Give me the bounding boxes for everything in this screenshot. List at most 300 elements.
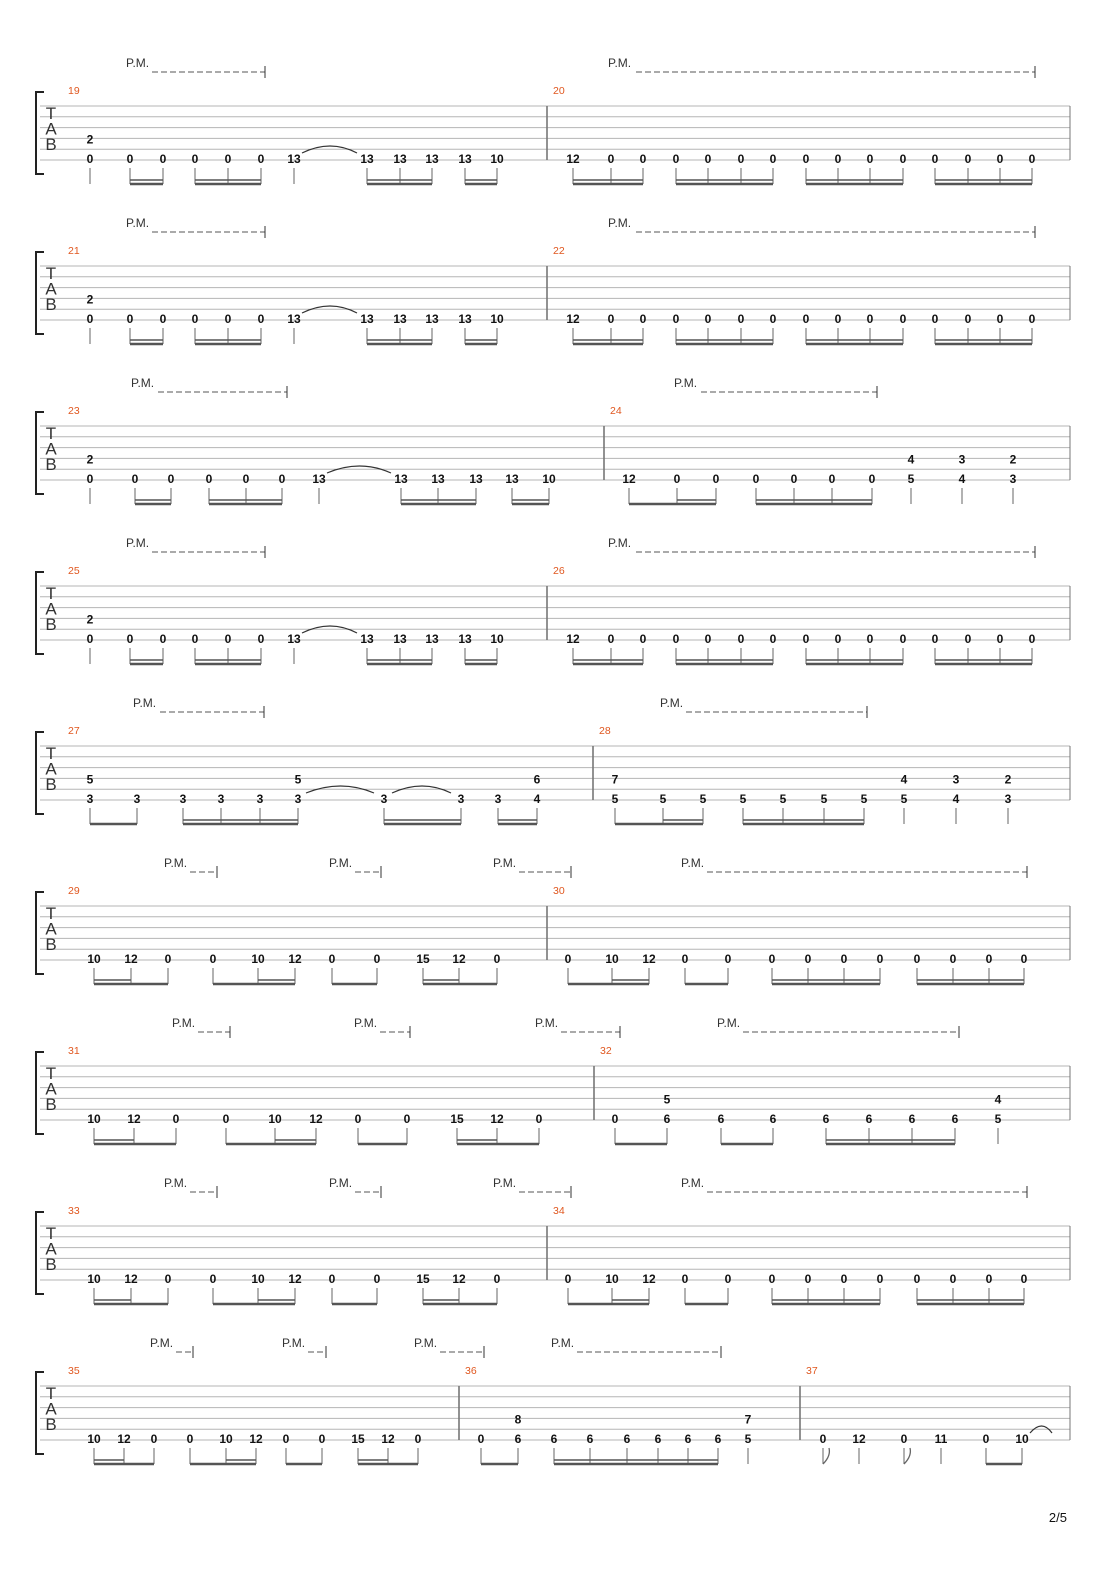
fret-number: 0 xyxy=(564,952,572,966)
fret-number: 0 xyxy=(224,632,232,646)
tab-system xyxy=(36,536,1070,664)
fret-number: 0 xyxy=(819,1432,827,1446)
tab-clef-a: A xyxy=(45,439,57,459)
tab-clef-b: B xyxy=(45,1255,57,1274)
fret-number: 13 xyxy=(431,472,445,486)
fret-number: 0 xyxy=(737,312,745,326)
tab-clef-b: B xyxy=(45,455,57,474)
tab-clef-b: B xyxy=(45,295,57,314)
fret-number: 0 xyxy=(205,472,213,486)
fret-number: 10 xyxy=(490,312,504,326)
fret-number: 12 xyxy=(381,1432,395,1446)
fret-number: 12 xyxy=(288,952,302,966)
fret-number: 0 xyxy=(996,632,1004,646)
fret-number: 4 xyxy=(958,472,966,486)
fret-number: 5 xyxy=(907,472,915,486)
measure-number: 34 xyxy=(553,1205,565,1217)
fret-number: 0 xyxy=(639,312,647,326)
tab-clef-t: T xyxy=(45,904,57,923)
measure-number: 26 xyxy=(553,565,565,577)
fret-number: 12 xyxy=(124,1272,138,1286)
fret-number: 13 xyxy=(312,472,326,486)
fret-number: 5 xyxy=(611,792,619,806)
fret-number: 15 xyxy=(416,1272,430,1286)
fret-number: 10 xyxy=(268,1112,282,1126)
fret-number: 0 xyxy=(150,1432,158,1446)
fret-number: 0 xyxy=(86,152,94,166)
fret-number: 0 xyxy=(477,1432,485,1446)
fret-number: 0 xyxy=(403,1112,411,1126)
fret-number: 0 xyxy=(191,632,199,646)
fret-number: 0 xyxy=(681,952,689,966)
fret-number: 10 xyxy=(542,472,556,486)
tab-clef-t: T xyxy=(45,104,57,123)
fret-number: 0 xyxy=(868,472,876,486)
fret-number: 5 xyxy=(663,1092,671,1107)
fret-number: 13 xyxy=(393,152,407,166)
fret-number: 10 xyxy=(87,952,101,966)
fret-number: 0 xyxy=(802,632,810,646)
fret-number: 0 xyxy=(949,952,957,966)
tab-clef-a: A xyxy=(45,1079,57,1099)
fret-number: 0 xyxy=(828,472,836,486)
fret-number: 0 xyxy=(964,312,972,326)
fret-number: 13 xyxy=(425,152,439,166)
palm-mute-label: P.M. xyxy=(681,856,705,870)
measure-number: 33 xyxy=(68,1205,80,1217)
tab-clef-b: B xyxy=(45,1415,57,1434)
fret-number: 0 xyxy=(535,1112,543,1126)
tab-clef-b: B xyxy=(45,135,57,154)
fret-number: 3 xyxy=(217,792,225,806)
fret-number: 0 xyxy=(834,152,842,166)
measure-number: 35 xyxy=(68,1365,80,1377)
fret-number: 0 xyxy=(354,1112,362,1126)
fret-number: 12 xyxy=(642,952,656,966)
fret-number: 0 xyxy=(222,1112,230,1126)
fret-number: 12 xyxy=(127,1112,141,1126)
tab-system xyxy=(36,1016,1070,1144)
system-bracket xyxy=(36,1372,44,1454)
measure-number: 22 xyxy=(553,245,565,257)
fret-number: 0 xyxy=(318,1432,326,1446)
fret-number: 3 xyxy=(86,792,94,806)
fret-number: 13 xyxy=(287,312,301,326)
fret-number: 4 xyxy=(994,1092,1002,1107)
fret-number: 13 xyxy=(360,632,374,646)
fret-number: 6 xyxy=(684,1432,692,1446)
fret-number: 12 xyxy=(249,1432,263,1446)
measure-number: 27 xyxy=(68,725,80,737)
measure-number: 25 xyxy=(68,565,80,577)
fret-number: 10 xyxy=(490,152,504,166)
fret-number: 0 xyxy=(704,312,712,326)
tab-clef-b: B xyxy=(45,615,57,634)
fret-number: 0 xyxy=(672,632,680,646)
fret-number: 0 xyxy=(804,1272,812,1286)
fret-number: 12 xyxy=(566,632,580,646)
fret-number: 0 xyxy=(164,952,172,966)
fret-number: 0 xyxy=(913,1272,921,1286)
fret-number: 0 xyxy=(159,632,167,646)
fret-number: 12 xyxy=(490,1112,504,1126)
system-bracket xyxy=(36,1212,44,1294)
fret-number: 0 xyxy=(191,312,199,326)
tab-clef-a: A xyxy=(45,599,57,619)
palm-mute-label: P.M. xyxy=(681,1176,705,1190)
fret-number: 0 xyxy=(724,1272,732,1286)
fret-number: 5 xyxy=(820,792,828,806)
fret-number: 0 xyxy=(985,1272,993,1286)
fret-number: 5 xyxy=(699,792,707,806)
fret-number: 0 xyxy=(681,1272,689,1286)
fret-number: 0 xyxy=(769,312,777,326)
system-bracket xyxy=(36,1052,44,1134)
fret-number: 5 xyxy=(294,772,302,787)
fret-number: 2 xyxy=(86,292,94,307)
fret-number: 11 xyxy=(934,1432,948,1446)
fret-number: 0 xyxy=(964,632,972,646)
fret-number: 12 xyxy=(452,1272,466,1286)
fret-number: 5 xyxy=(744,1432,752,1446)
fret-number: 0 xyxy=(769,632,777,646)
fret-number: 15 xyxy=(351,1432,365,1446)
measure-number: 19 xyxy=(68,85,80,97)
fret-number: 0 xyxy=(704,632,712,646)
fret-number: 0 xyxy=(607,152,615,166)
fret-number: 0 xyxy=(996,152,1004,166)
fret-number: 0 xyxy=(86,312,94,326)
note-flag xyxy=(904,1448,910,1464)
palm-mute-label: P.M. xyxy=(354,1016,378,1030)
fret-number: 12 xyxy=(566,312,580,326)
fret-number: 6 xyxy=(550,1432,558,1446)
system-bracket xyxy=(36,252,44,334)
fret-number: 0 xyxy=(964,152,972,166)
measure-number: 20 xyxy=(553,85,565,97)
fret-number: 10 xyxy=(605,1272,619,1286)
fret-number: 12 xyxy=(124,952,138,966)
fret-number: 0 xyxy=(769,152,777,166)
palm-mute-label: P.M. xyxy=(131,376,155,390)
palm-mute-label: P.M. xyxy=(282,1336,306,1350)
fret-number: 3 xyxy=(1004,792,1012,806)
fret-number: 4 xyxy=(907,452,915,467)
fret-number: 15 xyxy=(450,1112,464,1126)
fret-number: 2 xyxy=(86,132,94,147)
fret-number: 5 xyxy=(994,1112,1002,1126)
tab-clef-t: T xyxy=(45,1064,57,1083)
fret-number: 0 xyxy=(224,152,232,166)
tab-clef-a: A xyxy=(45,279,57,299)
fret-number: 0 xyxy=(672,312,680,326)
fret-number: 13 xyxy=(360,152,374,166)
fret-number: 0 xyxy=(834,632,842,646)
fret-number: 0 xyxy=(186,1432,194,1446)
fret-number: 0 xyxy=(866,152,874,166)
fret-number: 3 xyxy=(133,792,141,806)
fret-number: 0 xyxy=(1028,152,1036,166)
palm-mute-label: P.M. xyxy=(126,56,150,70)
fret-number: 13 xyxy=(393,632,407,646)
fret-number: 0 xyxy=(712,472,720,486)
fret-number: 0 xyxy=(704,152,712,166)
fret-number: 0 xyxy=(242,472,250,486)
fret-number: 6 xyxy=(714,1432,722,1446)
palm-mute-label: P.M. xyxy=(172,1016,196,1030)
fret-number: 12 xyxy=(852,1432,866,1446)
tab-clef-t: T xyxy=(45,1224,57,1243)
fret-number: 12 xyxy=(622,472,636,486)
palm-mute-label: P.M. xyxy=(329,1176,353,1190)
fret-number: 5 xyxy=(900,792,908,806)
fret-number: 3 xyxy=(494,792,502,806)
palm-mute-label: P.M. xyxy=(551,1336,575,1350)
fret-number: 0 xyxy=(167,472,175,486)
fret-number: 10 xyxy=(251,952,265,966)
palm-mute-label: P.M. xyxy=(674,376,698,390)
fret-number: 2 xyxy=(86,612,94,627)
palm-mute-label: P.M. xyxy=(493,1176,517,1190)
page-number: 2/5 xyxy=(1048,1510,1067,1525)
palm-mute-label: P.M. xyxy=(608,216,632,230)
fret-number: 10 xyxy=(219,1432,233,1446)
palm-mute-label: P.M. xyxy=(608,536,632,550)
fret-number: 13 xyxy=(287,632,301,646)
fret-number: 0 xyxy=(899,152,907,166)
fret-number: 0 xyxy=(209,952,217,966)
fret-number: 0 xyxy=(414,1432,422,1446)
fret-number: 12 xyxy=(642,1272,656,1286)
tab-clef-t: T xyxy=(45,424,57,443)
fret-number: 0 xyxy=(737,632,745,646)
fret-number: 0 xyxy=(834,312,842,326)
fret-number: 6 xyxy=(663,1112,671,1126)
fret-number: 0 xyxy=(373,952,381,966)
fret-number: 0 xyxy=(949,1272,957,1286)
measure-number: 28 xyxy=(599,725,611,737)
fret-number: 3 xyxy=(294,792,302,806)
fret-number: 0 xyxy=(931,312,939,326)
fret-number: 0 xyxy=(493,1272,501,1286)
fret-number: 0 xyxy=(328,1272,336,1286)
fret-number: 0 xyxy=(131,472,139,486)
fret-number: 0 xyxy=(282,1432,290,1446)
system-bracket xyxy=(36,412,44,494)
measure-number: 30 xyxy=(553,885,565,897)
fret-number: 0 xyxy=(86,632,94,646)
fret-number: 0 xyxy=(172,1112,180,1126)
fret-number: 0 xyxy=(328,952,336,966)
fret-number: 8 xyxy=(514,1412,522,1427)
fret-number: 6 xyxy=(623,1432,631,1446)
fret-number: 0 xyxy=(737,152,745,166)
palm-mute-label: P.M. xyxy=(164,1176,188,1190)
palm-mute-label: P.M. xyxy=(608,56,632,70)
fret-number: 6 xyxy=(654,1432,662,1446)
palm-mute-label: P.M. xyxy=(150,1336,174,1350)
fret-number: 2 xyxy=(86,452,94,467)
fret-number: 13 xyxy=(393,312,407,326)
fret-number: 10 xyxy=(1015,1432,1029,1446)
fret-number: 0 xyxy=(164,1272,172,1286)
fret-number: 0 xyxy=(257,632,265,646)
fret-number: 0 xyxy=(724,952,732,966)
fret-number: 5 xyxy=(659,792,667,806)
fret-number: 0 xyxy=(126,312,134,326)
measure-number: 31 xyxy=(68,1045,80,1057)
fret-number: 3 xyxy=(952,772,960,787)
fret-number: 5 xyxy=(86,772,94,787)
fret-number: 4 xyxy=(900,772,908,787)
tab-system xyxy=(36,1176,1070,1304)
fret-number: 0 xyxy=(804,952,812,966)
tab-clef-t: T xyxy=(45,744,57,763)
fret-number: 0 xyxy=(1028,632,1036,646)
fret-number: 0 xyxy=(639,632,647,646)
fret-number: 0 xyxy=(840,952,848,966)
fret-number: 0 xyxy=(672,152,680,166)
palm-mute-label: P.M. xyxy=(164,856,188,870)
fret-number: 0 xyxy=(224,312,232,326)
fret-number: 0 xyxy=(985,952,993,966)
tab-system xyxy=(36,1336,1070,1464)
measure-number: 23 xyxy=(68,405,80,417)
fret-number: 0 xyxy=(790,472,798,486)
palm-mute-label: P.M. xyxy=(126,216,150,230)
fret-number: 0 xyxy=(159,312,167,326)
fret-number: 0 xyxy=(159,152,167,166)
fret-number: 6 xyxy=(951,1112,959,1126)
palm-mute-label: P.M. xyxy=(717,1016,741,1030)
fret-number: 12 xyxy=(117,1432,131,1446)
fret-number: 0 xyxy=(86,472,94,486)
fret-number: 0 xyxy=(913,952,921,966)
palm-mute-label: P.M. xyxy=(414,1336,438,1350)
measure-number: 36 xyxy=(465,1365,477,1377)
fret-number: 0 xyxy=(866,312,874,326)
fret-number: 0 xyxy=(257,312,265,326)
fret-number: 0 xyxy=(373,1272,381,1286)
measure-number: 24 xyxy=(610,405,622,417)
measure-number: 37 xyxy=(806,1365,818,1377)
tab-system xyxy=(36,856,1070,984)
fret-number: 0 xyxy=(257,152,265,166)
fret-number: 0 xyxy=(278,472,286,486)
measure-number: 29 xyxy=(68,885,80,897)
system-bracket xyxy=(36,892,44,974)
tab-system xyxy=(36,216,1070,344)
fret-number: 0 xyxy=(982,1432,990,1446)
fret-number: 10 xyxy=(490,632,504,646)
fret-number: 6 xyxy=(865,1112,873,1126)
system-bracket xyxy=(36,572,44,654)
fret-number: 3 xyxy=(256,792,264,806)
fret-number: 0 xyxy=(768,1272,776,1286)
tab-clef-t: T xyxy=(45,1384,57,1403)
fret-number: 13 xyxy=(458,632,472,646)
tab-system xyxy=(36,56,1070,184)
tab-clef-a: A xyxy=(45,1399,57,1419)
fret-number: 13 xyxy=(287,152,301,166)
fret-number: 5 xyxy=(739,792,747,806)
note-flag xyxy=(823,1448,829,1464)
fret-number: 0 xyxy=(768,952,776,966)
fret-number: 10 xyxy=(87,1432,101,1446)
fret-number: 4 xyxy=(952,792,960,806)
fret-number: 13 xyxy=(469,472,483,486)
fret-number: 0 xyxy=(899,312,907,326)
tab-system xyxy=(36,696,1070,824)
fret-number: 6 xyxy=(514,1432,522,1446)
fret-number: 0 xyxy=(900,1432,908,1446)
fret-number: 12 xyxy=(452,952,466,966)
fret-number: 0 xyxy=(607,632,615,646)
fret-number: 10 xyxy=(605,952,619,966)
palm-mute-label: P.M. xyxy=(493,856,517,870)
fret-number: 0 xyxy=(931,632,939,646)
fret-number: 3 xyxy=(457,792,465,806)
fret-number: 0 xyxy=(639,152,647,166)
fret-number: 0 xyxy=(876,952,884,966)
fret-number: 13 xyxy=(425,312,439,326)
tab-clef-b: B xyxy=(45,775,57,794)
palm-mute-label: P.M. xyxy=(660,696,684,710)
fret-number: 13 xyxy=(394,472,408,486)
fret-number: 0 xyxy=(673,472,681,486)
fret-number: 10 xyxy=(87,1112,101,1126)
fret-number: 13 xyxy=(505,472,519,486)
measure-number: 21 xyxy=(68,245,80,257)
fret-number: 13 xyxy=(458,312,472,326)
fret-number: 0 xyxy=(931,152,939,166)
fret-number: 0 xyxy=(607,312,615,326)
tab-clef-b: B xyxy=(45,1095,57,1114)
fret-number: 0 xyxy=(126,632,134,646)
fret-number: 13 xyxy=(458,152,472,166)
fret-number: 7 xyxy=(611,772,619,787)
fret-number: 0 xyxy=(191,152,199,166)
fret-number: 5 xyxy=(779,792,787,806)
tab-clef-a: A xyxy=(45,919,57,939)
fret-number: 10 xyxy=(87,1272,101,1286)
tab-clef-a: A xyxy=(45,1239,57,1259)
fret-number: 3 xyxy=(179,792,187,806)
fret-number: 6 xyxy=(769,1112,777,1126)
fret-number: 0 xyxy=(1028,312,1036,326)
fret-number: 0 xyxy=(996,312,1004,326)
palm-mute-label: P.M. xyxy=(535,1016,559,1030)
tab-clef-t: T xyxy=(45,264,57,283)
fret-number: 0 xyxy=(899,632,907,646)
fret-number: 6 xyxy=(717,1112,725,1126)
fret-number: 10 xyxy=(251,1272,265,1286)
fret-number: 13 xyxy=(425,632,439,646)
fret-number: 0 xyxy=(1020,1272,1028,1286)
fret-number: 0 xyxy=(564,1272,572,1286)
fret-number: 0 xyxy=(802,152,810,166)
fret-number: 0 xyxy=(802,312,810,326)
palm-mute-label: P.M. xyxy=(126,536,150,550)
tab-system xyxy=(36,376,1070,504)
fret-number: 6 xyxy=(586,1432,594,1446)
palm-mute-label: P.M. xyxy=(133,696,157,710)
fret-number: 7 xyxy=(744,1412,752,1427)
fret-number: 3 xyxy=(1009,472,1017,486)
fret-number: 0 xyxy=(611,1112,619,1126)
fret-number: 5 xyxy=(860,792,868,806)
fret-number: 6 xyxy=(908,1112,916,1126)
